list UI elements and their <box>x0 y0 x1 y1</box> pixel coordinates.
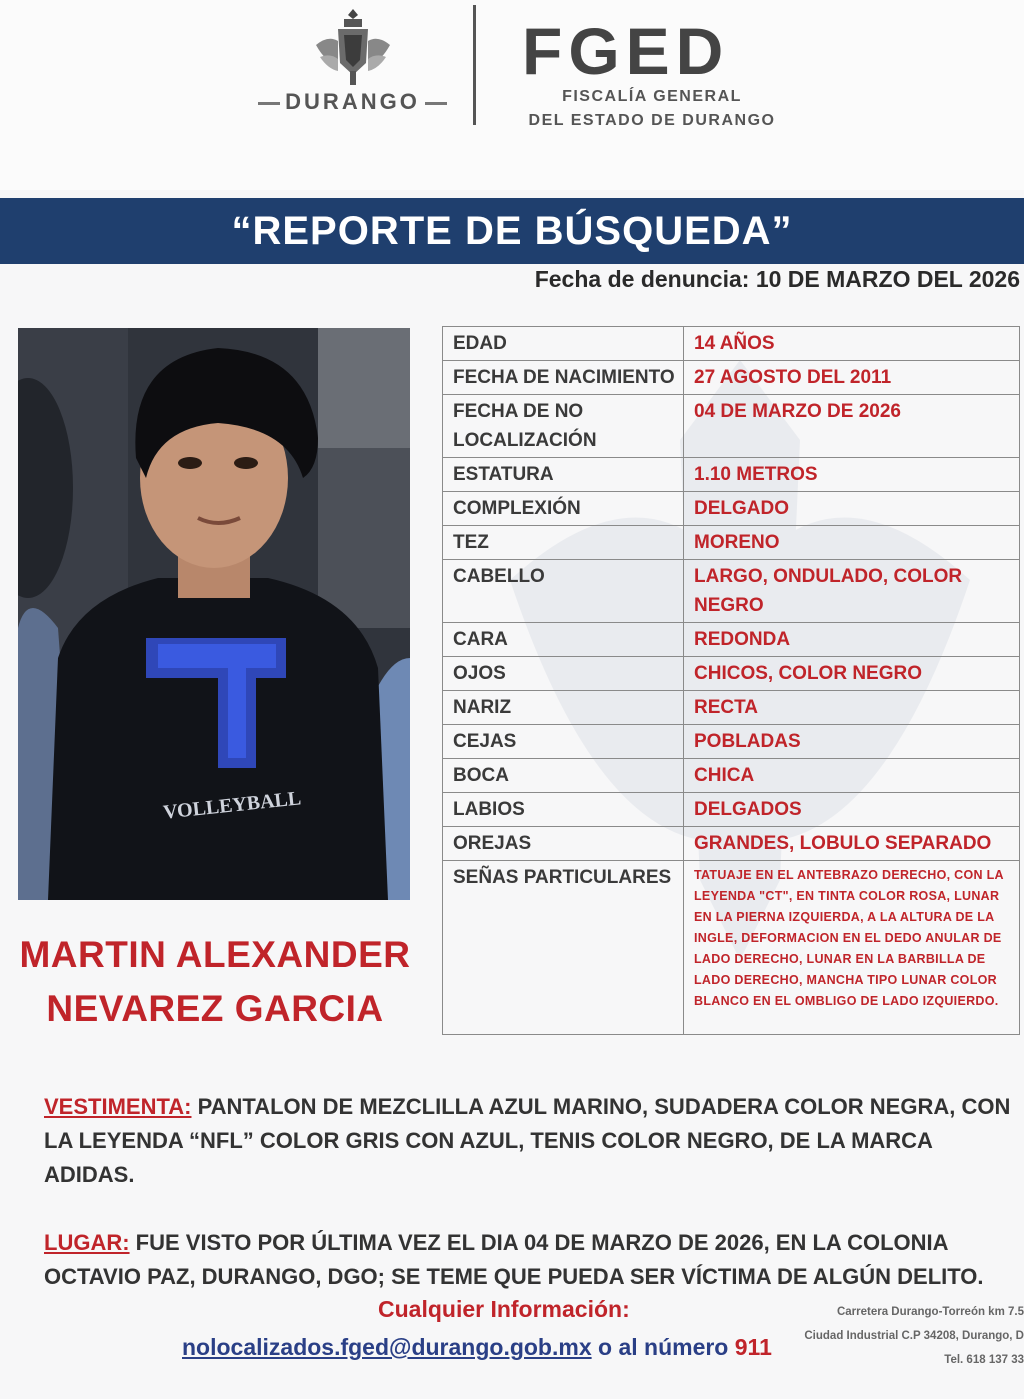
row-label: BOCA <box>443 759 684 793</box>
row-label: CARA <box>443 623 684 657</box>
row-label: COMPLEXIÓN <box>443 492 684 526</box>
lugar-paragraph <box>44 1226 1022 1294</box>
row-value: CHICA <box>684 759 1020 793</box>
emergency-number: 911 <box>734 1334 772 1360</box>
row-value: REDONDA <box>684 623 1020 657</box>
lugar-text: FUE VISTO POR ÚLTIMA VEZ EL DIA 04 DE MARZO DE 2026, EN LA COLONIA OCTAVIO PAZ, DURANGO, DGO; SE TEME QUE PUEDA SER VÍCTIMA DE ALGÚN DELITO. <box>44 1230 984 1289</box>
vestimenta-paragraph <box>44 1090 1022 1192</box>
person-name-line2: NEVAREZ GARCIA <box>46 988 384 1029</box>
durango-crest-icon <box>310 5 396 87</box>
table-row <box>443 395 1020 458</box>
fged-subtitle-1: FISCALÍA GENERAL <box>562 88 742 105</box>
header <box>0 0 1024 190</box>
row-value: CHICOS, COLOR NEGRO <box>684 657 1020 691</box>
table-row <box>443 623 1020 657</box>
address-line1: Carretera Durango-Torreón km 7.5 <box>836 1306 1024 1318</box>
row-label: OJOS <box>443 657 684 691</box>
fecha-denuncia: Fecha de denuncia: 10 DE MARZO DEL 2026 <box>534 266 1020 292</box>
fged-logo <box>522 14 782 130</box>
fged-subtitle-2: DEL ESTADO DE DURANGO <box>528 112 776 129</box>
address-line2: Ciudad Industrial C.P 34208, Durango, D <box>804 1330 1024 1342</box>
details-table <box>442 326 1020 1035</box>
row-label: ESTATURA <box>443 458 684 492</box>
row-value: MORENO <box>684 526 1020 560</box>
row-value: TATUAJE EN EL ANTEBRAZO DERECHO, CON LA LEYENDA "CT", EN TINTA COLOR ROSA, LUNAR EN LA PIERNA IZQUIERDA, A LA ALTURA DE LA INGLE, DEFORMACION EN EL DEDO ANULAR DE LADO DERECHO, LUNAR EN LA BARBILLA DE LADO DERECHO, MANCHA TIPO LUNAR COLOR BLANCO EN EL OMBLIGO DE LADO IZQUIERDO. <box>684 861 1020 1035</box>
person-portrait-icon <box>18 328 410 900</box>
header-divider <box>473 5 476 125</box>
table-row <box>443 691 1020 725</box>
row-label: EDAD <box>443 327 684 361</box>
table-row <box>443 458 1020 492</box>
table-row <box>443 492 1020 526</box>
svg-text:VOLLEYBALL: VOLLEYBALL <box>162 787 303 824</box>
contact-or: o al <box>591 1334 645 1360</box>
row-value: POBLADAS <box>684 725 1020 759</box>
row-label: LABIOS <box>443 793 684 827</box>
row-value: DELGADO <box>684 492 1020 526</box>
table-row <box>443 793 1020 827</box>
table-row <box>443 327 1020 361</box>
vestimenta-label: VESTIMENTA: <box>44 1094 192 1119</box>
row-label: CABELLO <box>443 560 684 623</box>
table-row <box>443 827 1020 861</box>
table-row <box>443 657 1020 691</box>
contact-numero-label: número <box>644 1334 735 1360</box>
row-label: FECHA DE NO LOCALIZACIÓN <box>443 395 684 458</box>
row-value: 1.10 METROS <box>684 458 1020 492</box>
contact-email-link[interactable]: nolocalizados.fged@durango.gob.mx <box>182 1334 592 1360</box>
row-value: 04 DE MARZO DE 2026 <box>684 395 1020 458</box>
row-value: 14 AÑOS <box>684 327 1020 361</box>
row-value: GRANDES, LOBULO SEPARADO <box>684 827 1020 861</box>
row-label: CEJAS <box>443 725 684 759</box>
report-title-banner: “REPORTE DE BÚSQUEDA” <box>0 198 1024 264</box>
row-label: FECHA DE NACIMIENTO <box>443 361 684 395</box>
table-row <box>443 361 1020 395</box>
contact-line <box>182 1334 772 1361</box>
row-label: TEZ <box>443 526 684 560</box>
phone-line: Tel. 618 137 33 <box>944 1354 1024 1366</box>
row-value: RECTA <box>684 691 1020 725</box>
missing-person-photo <box>18 328 410 900</box>
table-row <box>443 861 1020 1035</box>
durango-logo <box>250 5 455 130</box>
row-label: NARIZ <box>443 691 684 725</box>
table-row <box>443 560 1020 623</box>
row-value: 27 AGOSTO DEL 2011 <box>684 361 1020 395</box>
row-value: DELGADOS <box>684 793 1020 827</box>
lugar-label: LUGAR: <box>44 1230 130 1255</box>
table-row <box>443 725 1020 759</box>
row-label: SEÑAS PARTICULARES <box>443 861 684 1035</box>
table-row <box>443 759 1020 793</box>
fged-title: FGED <box>522 14 730 88</box>
row-label: OREJAS <box>443 827 684 861</box>
table-row <box>443 526 1020 560</box>
row-value: LARGO, ONDULADO, COLOR NEGRO <box>684 560 1020 623</box>
address-block <box>724 1300 1024 1372</box>
vestimenta-text: PANTALON DE MEZCLILLA AZUL MARINO, SUDADERA COLOR NEGRA, CON LA LEYENDA “NFL” COLOR GRIS CON AZUL, TENIS COLOR NEGRO, DE LA MARCA ADIDAS. <box>44 1094 1011 1187</box>
cualquier-informacion: Cualquier Información: <box>378 1296 630 1322</box>
person-name <box>18 928 412 1036</box>
durango-wordmark: DURANGO <box>250 89 455 115</box>
person-name-line1: MARTIN ALEXANDER <box>19 934 411 975</box>
